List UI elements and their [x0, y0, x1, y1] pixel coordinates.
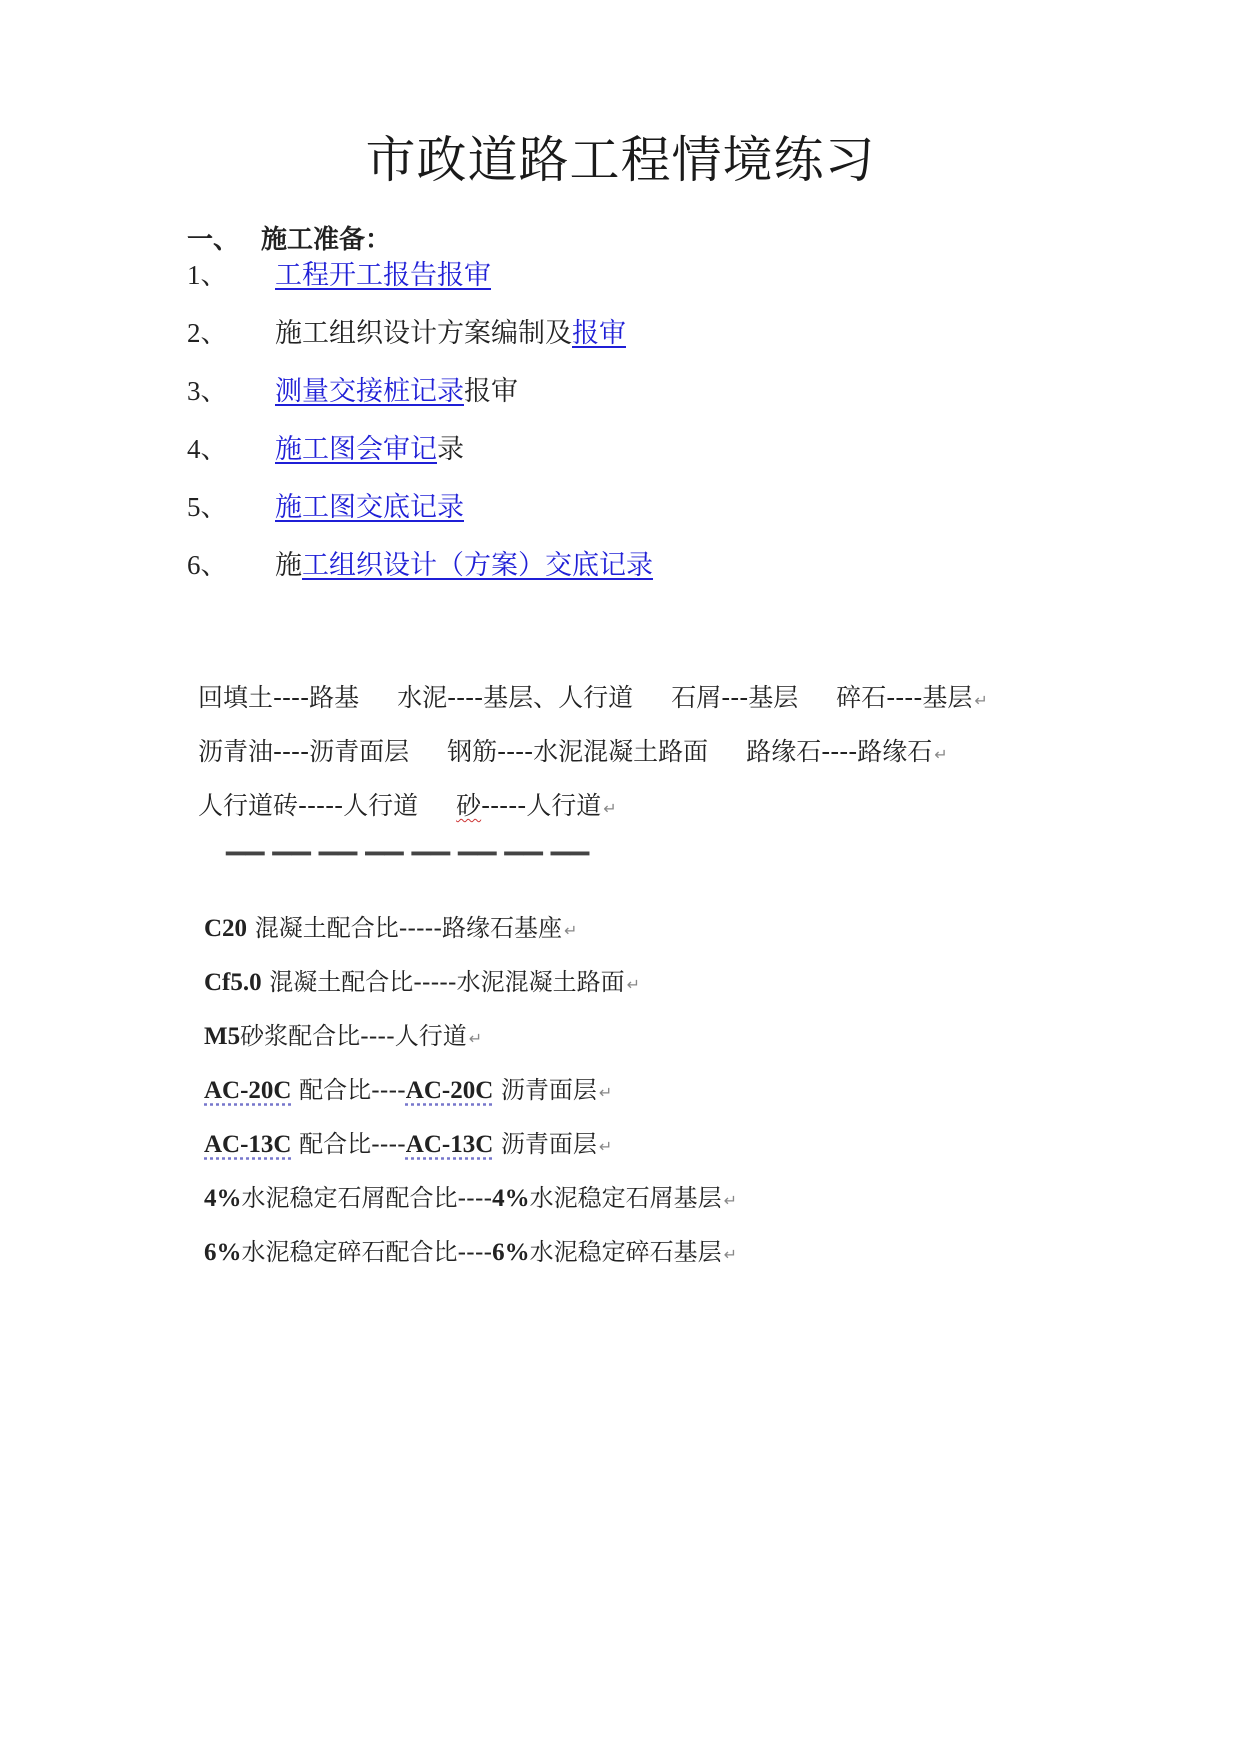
material-pair: 钢筋----水泥混凝土路面: [447, 737, 709, 766]
material-pair: 回填土----路基: [198, 683, 360, 712]
mix-code: 4%: [204, 1185, 242, 1212]
mix-text: 配合比----: [291, 1076, 406, 1104]
material-pair: 沥青油----沥青面层: [198, 737, 410, 766]
item-link[interactable]: 测量交接桩记录: [275, 376, 464, 407]
document-title: 市政道路工程情境练习: [365, 131, 876, 189]
mix-text: 水泥稳定石屑基层: [529, 1184, 722, 1212]
list-item: [187, 546, 653, 585]
item-link[interactable]: 施工图交底记录: [275, 492, 464, 523]
material-pair: 砂: [456, 791, 482, 820]
item-number: 4、: [187, 434, 228, 464]
section-heading: [187, 222, 391, 258]
mix-ratio-image: [196, 900, 836, 1320]
paragraph-mark: ↵: [723, 1191, 738, 1210]
mix-row: [204, 1018, 482, 1057]
section-label: 施工准备：: [261, 225, 392, 255]
section-number: 一、: [187, 225, 240, 255]
item-number: 3、: [187, 376, 228, 406]
item-number: 2、: [187, 318, 228, 348]
mix-code: AC-20C: [204, 1077, 292, 1104]
list-item: [187, 488, 464, 527]
mix-row: [204, 1180, 737, 1219]
material-pair: -----人行道: [481, 791, 602, 820]
mix-text: 沥青面层: [493, 1130, 597, 1158]
materials-row: [198, 734, 948, 773]
material-pair: 石屑---基层: [671, 683, 799, 712]
mix-code: Cf5.0: [204, 969, 262, 996]
mix-row: [204, 1234, 737, 1273]
mix-text: 水泥稳定石屑配合比----: [241, 1184, 493, 1212]
mix-text: 混凝土配合比-----路缘石基座: [247, 914, 562, 942]
item-text: 施: [275, 550, 302, 581]
list-item: [187, 430, 464, 469]
material-pair: 人行道砖-----人行道: [198, 791, 419, 820]
mix-row: [204, 964, 640, 1003]
item-link[interactable]: 工组织设计（方案）交底记录: [302, 550, 653, 581]
mix-row: [204, 910, 577, 949]
materials-row: [198, 788, 617, 827]
item-number: 6、: [187, 550, 228, 580]
mix-code: AC-13C: [405, 1131, 494, 1158]
item-number: 5、: [187, 492, 228, 522]
materials-image: [186, 672, 1016, 882]
list-item: [187, 314, 626, 353]
material-pair: 碎石----基层: [836, 683, 973, 712]
item-number: 1、: [187, 260, 228, 290]
paragraph-mark: ↵: [564, 921, 578, 940]
mix-code: M5: [204, 1023, 241, 1050]
mix-text: 沥青面层: [493, 1076, 597, 1104]
mix-text: 配合比----: [291, 1130, 406, 1158]
mix-code: 6%: [204, 1239, 242, 1266]
list-item: [187, 372, 518, 411]
mix-code: 6%: [492, 1239, 530, 1266]
paragraph-mark: ↵: [598, 1137, 613, 1156]
paragraph-mark: ↵: [974, 691, 988, 710]
mix-code: AC-20C: [405, 1077, 494, 1104]
mix-text: 水泥稳定碎石基层: [529, 1238, 722, 1266]
item-text: 施工组织设计方案编制及: [275, 318, 572, 349]
paragraph-mark: ↵: [603, 799, 617, 818]
mix-text: 混凝土配合比-----水泥混凝土路面: [261, 968, 625, 996]
mix-row: [204, 1126, 612, 1165]
crop-edge: [186, 860, 1016, 882]
paragraph-mark: ↵: [468, 1029, 483, 1048]
paragraph-mark: ↵: [598, 1083, 613, 1102]
list-item: [187, 256, 491, 295]
paragraph-mark: ↵: [723, 1245, 738, 1264]
mix-code: C20: [204, 915, 248, 942]
paragraph-mark: ↵: [626, 975, 640, 994]
item-link[interactable]: 施工图会审记: [275, 434, 437, 465]
mix-text: 水泥稳定碎石配合比----: [241, 1238, 493, 1266]
item-text: 报审: [464, 376, 518, 407]
material-pair: 路缘石----路缘石: [746, 737, 933, 766]
item-text: 录: [437, 434, 464, 465]
mix-code: 4%: [492, 1185, 530, 1212]
item-link[interactable]: 工程开工报告报审: [275, 260, 491, 291]
materials-row: [198, 680, 988, 719]
item-link[interactable]: 报审: [572, 318, 626, 349]
material-pair: 水泥----基层、人行道: [397, 683, 634, 712]
paragraph-mark: ↵: [934, 745, 948, 764]
mix-code: AC-13C: [204, 1131, 292, 1158]
mix-row: [204, 1072, 612, 1111]
mix-text: 砂浆配合比----人行道: [240, 1022, 467, 1050]
